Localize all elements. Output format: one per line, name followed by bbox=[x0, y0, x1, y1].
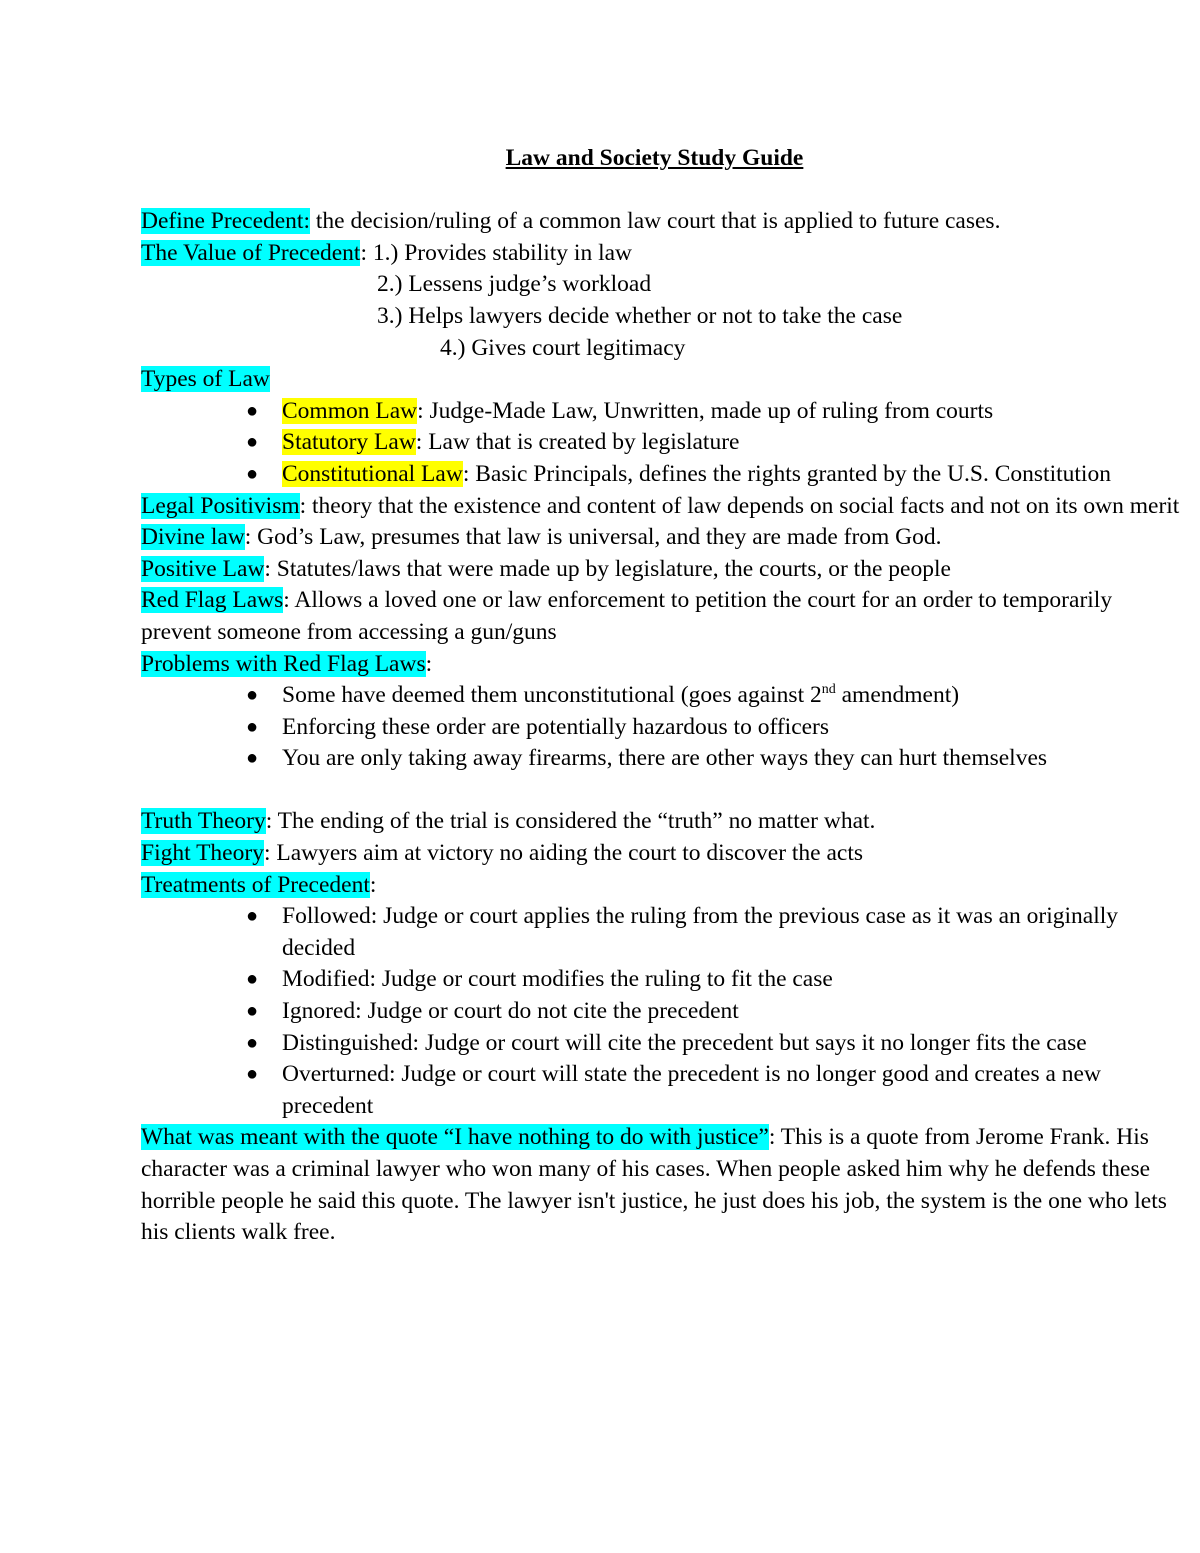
bullet-icon: ● bbox=[246, 905, 259, 928]
quote-section: What was meant with the quote “I have nothing to do with justice”: This is a quote from Jerome Frank. His character was a criminal lawyer who won many of his cases. When people asked him why he defends these horrible people he said this quote. The lawyer isn't justice, he just does his job, the system is the one who lets his clients walk free. bbox=[141, 1124, 1167, 1246]
divine-law: Divine law: God’s Law, presumes that law is universal, and they are made from God. bbox=[141, 524, 942, 551]
numbered-item: 2.) Lessens judge’s workload bbox=[377, 271, 652, 298]
value-of-precedent: The Value of Precedent: 1.) Provides stability in law bbox=[141, 239, 633, 266]
treatments-list bbox=[141, 901, 1186, 1122]
term-highlight: Red Flag Laws bbox=[141, 587, 284, 614]
bullet-icon: ● bbox=[246, 1000, 259, 1023]
types-of-law-list bbox=[141, 396, 1186, 491]
list-item: ● Modified: Judge or court modifies the ruling to fit the case bbox=[282, 964, 1186, 996]
list-item: ● Enforcing these order are potentially hazardous to officers bbox=[282, 712, 1186, 744]
term-highlight: Divine law bbox=[141, 524, 245, 551]
list-item: ● You are only taking away firearms, there are other ways they can hurt themselves bbox=[282, 743, 1186, 775]
term-highlight: Legal Positivism bbox=[141, 492, 300, 519]
bullet-icon: ● bbox=[246, 462, 259, 485]
truth-theory: Truth Theory: The ending of the trial is considered the “truth” no matter what. bbox=[141, 808, 876, 835]
list-item: ● Constitutional Law: Basic Principals, defines the rights granted by the U.S. Constitution bbox=[282, 459, 1186, 491]
list-item: ● Distinguished: Judge or court will cite the precedent but says it no longer fits the case bbox=[282, 1028, 1186, 1060]
term-highlight: Statutory Law bbox=[282, 429, 416, 456]
legal-positivism: Legal Positivism: theory that the existence and content of law depends on social facts and not on its own merit bbox=[141, 492, 1180, 519]
bullet-icon: ● bbox=[246, 747, 259, 770]
types-of-law-heading bbox=[141, 364, 1186, 396]
numbered-item: 4.) Gives court legitimacy bbox=[440, 334, 686, 361]
problems-red-flag-heading: Problems with Red Flag Laws: bbox=[141, 650, 433, 677]
document-body bbox=[141, 143, 1186, 1249]
list-item: ● Statutory Law: Law that is created by legislature bbox=[282, 427, 1186, 459]
term-highlight: Types of Law bbox=[141, 366, 270, 393]
term-highlight: Constitutional Law bbox=[282, 460, 463, 487]
term-highlight: Fight Theory bbox=[141, 840, 264, 867]
blank-line bbox=[141, 775, 1186, 807]
problems-list bbox=[141, 680, 1186, 775]
numbered-item: 3.) Helps lawyers decide whether or not to take the case bbox=[377, 302, 903, 329]
define-precedent bbox=[141, 206, 1186, 238]
definition-text: the decision/ruling of a common law court that is applied to future cases. bbox=[310, 208, 1001, 235]
list-item: ● Some have deemed them unconstitutional (goes against 2nd amendment) bbox=[282, 680, 1186, 712]
numbered-item: 1.) Provides stability in law bbox=[372, 239, 633, 266]
bullet-icon: ● bbox=[246, 1031, 259, 1054]
bullet-icon: ● bbox=[246, 715, 259, 738]
term-highlight: The Value of Precedent bbox=[141, 239, 361, 266]
term-highlight: Truth Theory bbox=[141, 808, 266, 835]
term-highlight: Problems with Red Flag Laws bbox=[141, 650, 426, 677]
page-title: Law and Society Study Guide bbox=[505, 145, 804, 171]
fight-theory: Fight Theory: Lawyers aim at victory no aiding the court to discover the acts bbox=[141, 840, 864, 867]
treatments-heading: Treatments of Precedent: bbox=[141, 871, 377, 898]
list-item: ● Overturned: Judge or court will state the precedent is no longer good and creates a new precedent bbox=[246, 1061, 1101, 1119]
list-item: ● Common Law: Judge-Made Law, Unwritten, made up of ruling from courts bbox=[282, 396, 1186, 428]
list-item: ● Ignored: Judge or court do not cite the precedent bbox=[282, 996, 1186, 1028]
list-item: ● Followed: Judge or court applies the ruling from the previous case as it was an originally decided bbox=[246, 903, 1119, 961]
red-flag-laws: Red Flag Laws: Allows a loved one or law enforcement to petition the court for an order to temporarily prevent someone from accessing a gun/guns bbox=[141, 587, 1113, 645]
bullet-icon: ● bbox=[246, 431, 259, 454]
term-highlight: Positive Law bbox=[141, 555, 265, 582]
bullet-icon: ● bbox=[246, 968, 259, 991]
bullet-icon: ● bbox=[246, 684, 259, 707]
bullet-icon: ● bbox=[246, 399, 259, 422]
positive-law: Positive Law: Statutes/laws that were made up by legislature, the courts, or the people bbox=[141, 555, 951, 582]
term-highlight: Treatments of Precedent bbox=[141, 871, 370, 898]
term-highlight: What was meant with the quote “I have nothing to do with justice” bbox=[141, 1124, 769, 1151]
bullet-icon: ● bbox=[246, 1063, 259, 1086]
term-highlight: Common Law bbox=[282, 397, 418, 424]
term-highlight: Define Precedent: bbox=[141, 208, 310, 235]
